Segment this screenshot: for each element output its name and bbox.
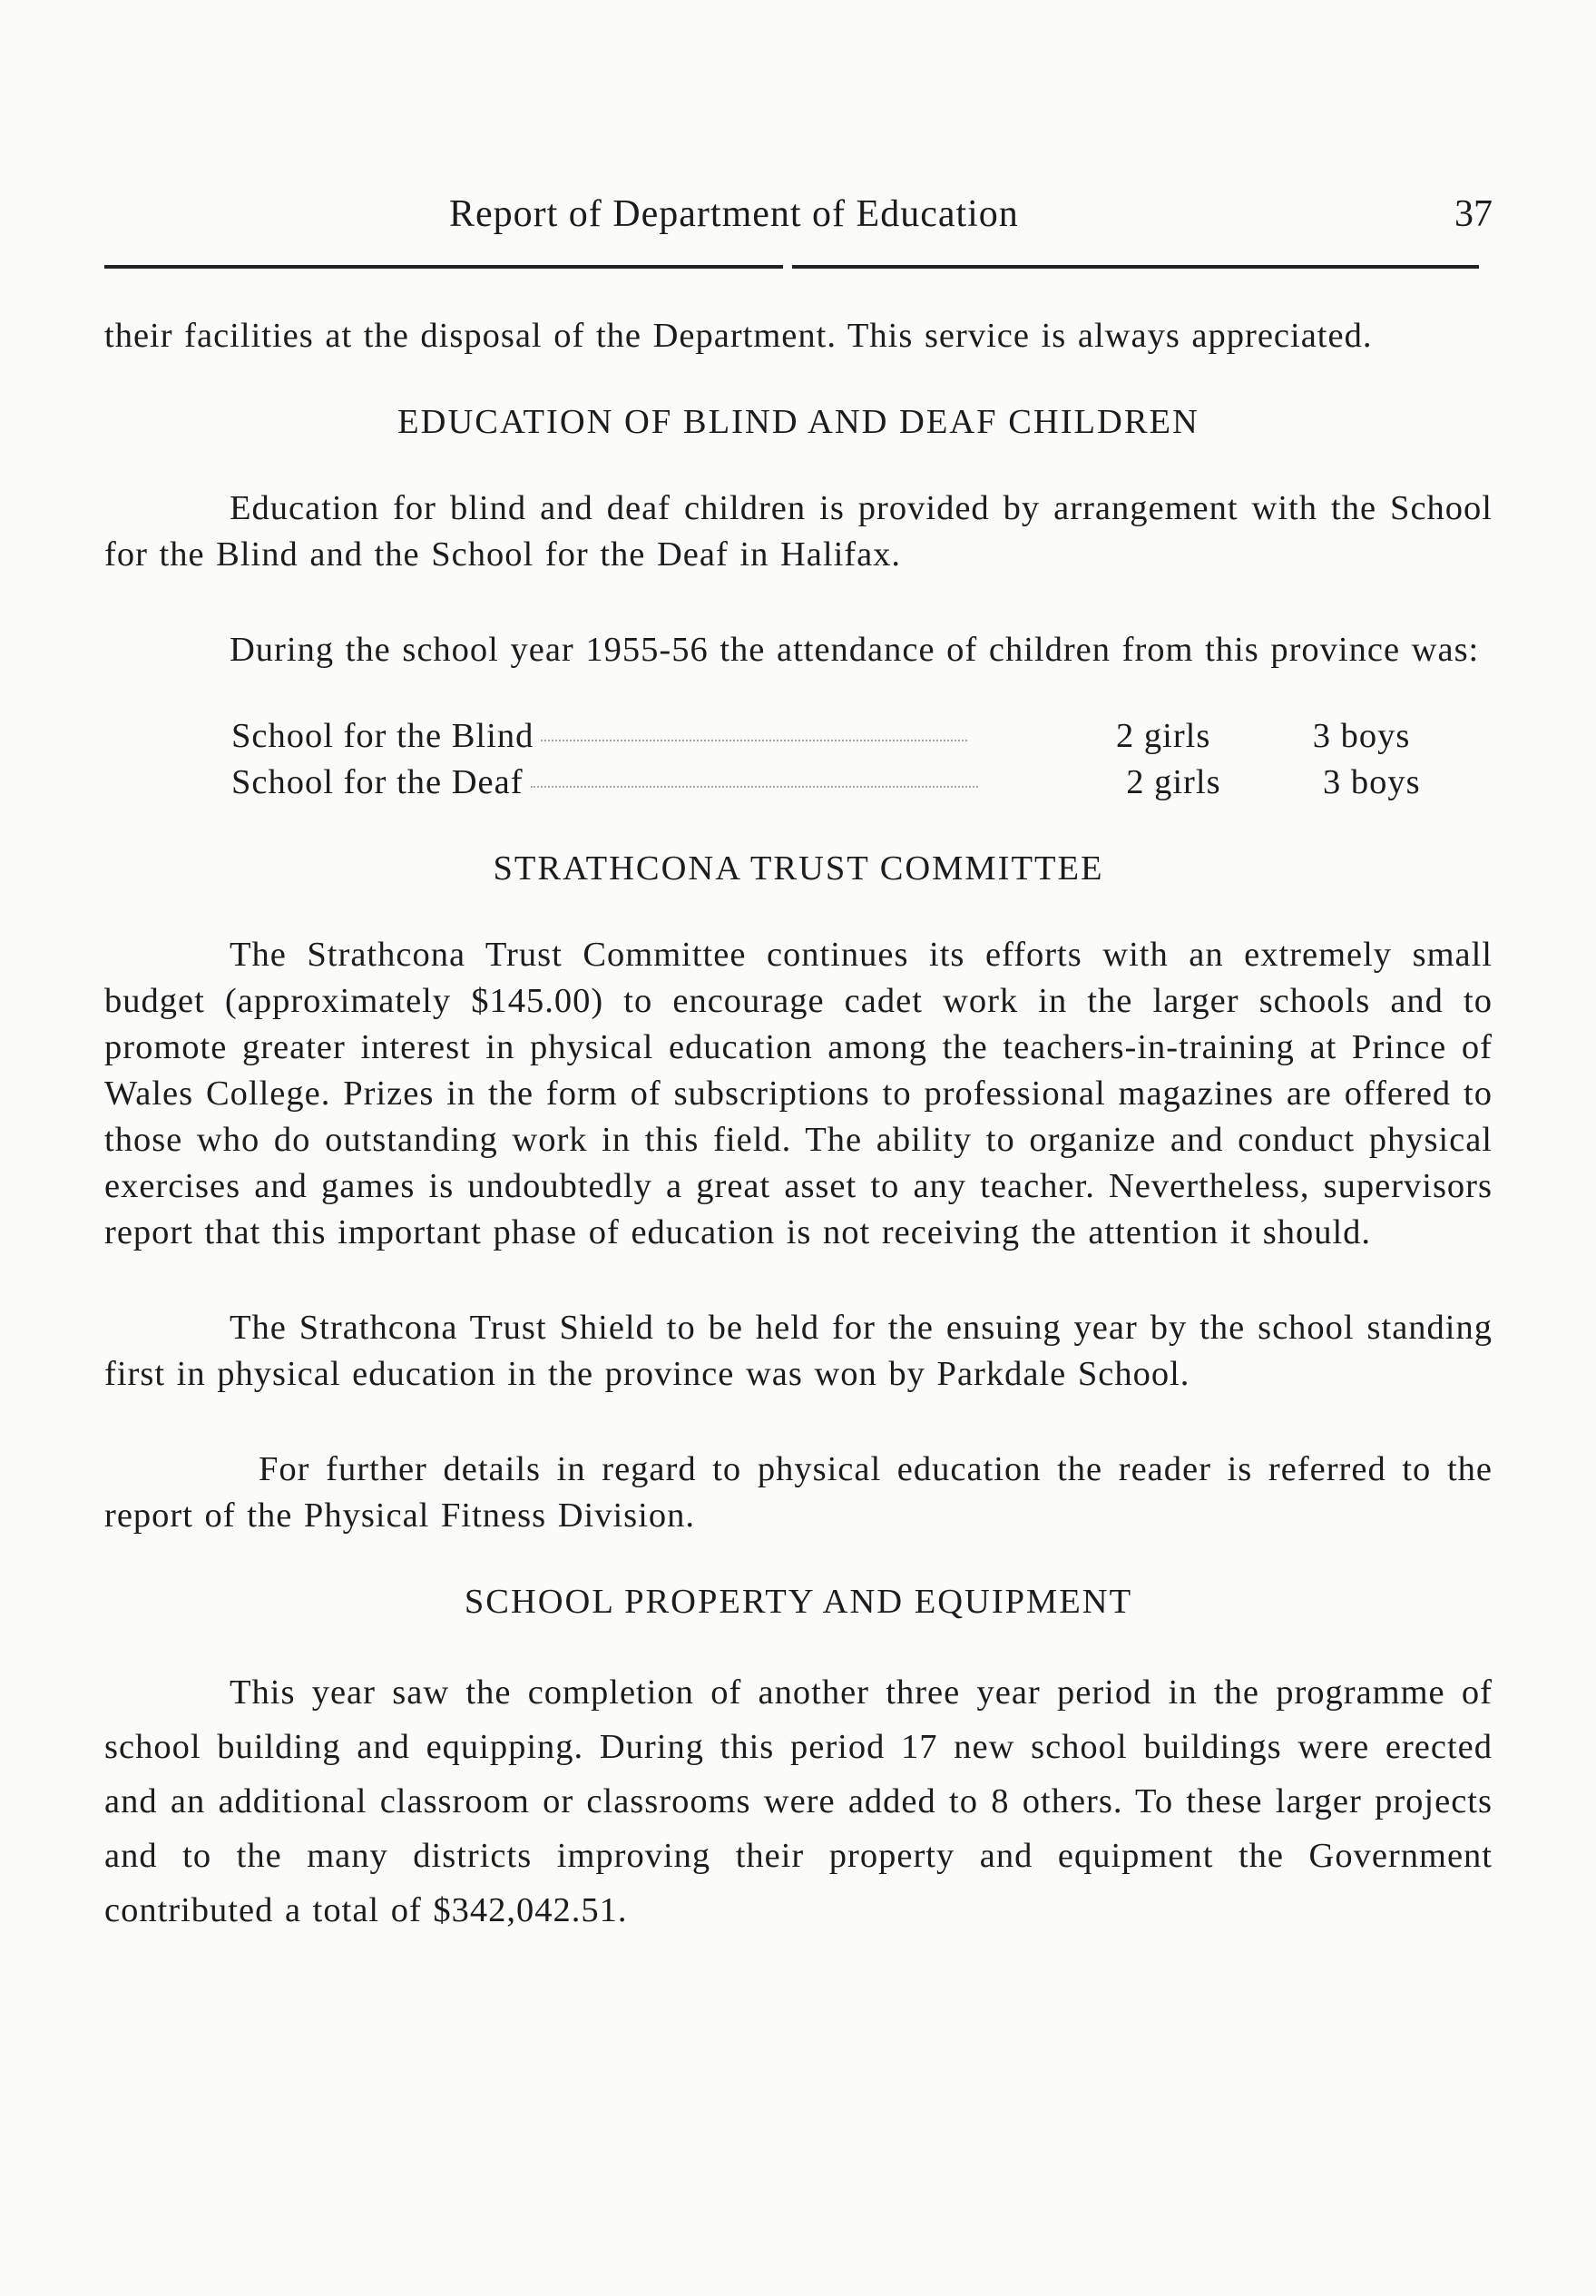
section-heading-property: SCHOOL PROPERTY AND EQUIPMENT [464, 1583, 1133, 1621]
girls-count: 2 girls [1126, 763, 1221, 801]
page-number: 37 [1454, 193, 1493, 235]
paragraph: Education for blind and deaf children is provided by arrangement with the School for the Blind and the School for the Deaf in Halifax. [104, 489, 1493, 574]
paragraph: For further details in regard to physical education the reader is referred to the report of the Physical Fitness Division. [104, 1450, 1493, 1535]
running-header [104, 192, 1493, 247]
attendance-row [231, 760, 1493, 806]
paragraph: During the school year 1955-56 the attendance of children from this province was: [230, 631, 1480, 669]
dot-leader [541, 740, 967, 741]
running-title: Report of Department of Education [449, 193, 1019, 235]
section-heading-strathcona: STRATHCONA TRUST COMMITTEE [493, 849, 1104, 888]
dot-leader [531, 786, 978, 788]
boys-count: 3 boys [1322, 763, 1421, 801]
attendance-row [231, 713, 1493, 760]
attendance-table [231, 713, 1493, 806]
header-rule-left [104, 265, 783, 269]
paragraph: The Strathcona Trust Committee continues its efforts with an extremely small budget (approximately $145.00) to encourage cadet work in the larger schools and to promote greater interest in physical education among the teachers-in-training at Prince of Wales College. Prizes in the form of subscriptions to professional magazines are offered to those who do outstanding work in this field. The ability to organize and conduct physical exercises and games is undoubtedly a great asset to any teacher. Nevertheless, supervisors report that this important phase of education is not receiving the attention it should. [104, 936, 1493, 1251]
boys-count: 3 boys [1312, 717, 1411, 755]
header-rule-right [792, 265, 1479, 269]
school-name: School for the Deaf [231, 763, 524, 801]
intro-paragraph: their facilities at the disposal of the Department. This service is always appreciated. [104, 317, 1373, 355]
body-text [104, 313, 1493, 1938]
section-heading-blind-deaf: EDUCATION OF BLIND AND DEAF CHILDREN [397, 403, 1199, 441]
girls-count: 2 girls [1116, 717, 1211, 755]
school-name: School for the Blind [231, 717, 534, 755]
paragraph: The Strathcona Trust Shield to be held for the ensuing year by the school standing first in physical education in the province was won by Parkdale School. [104, 1309, 1493, 1393]
paragraph: This year saw the completion of another three year period in the programme of school building and equipping. During this period 17 new school buildings were erected and an additional classroom or classrooms were added to 8 others. To these larger projects and to the many districts improving their property and equipment the Government contributed a total of $342,042.51. [104, 1673, 1493, 1929]
